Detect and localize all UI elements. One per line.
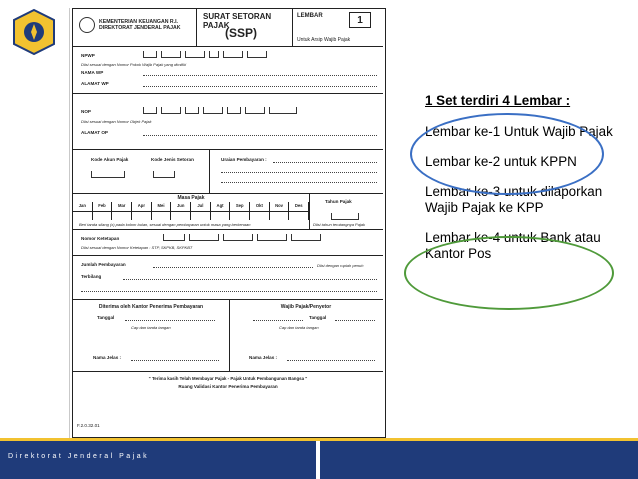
garuda-icon: [79, 17, 95, 33]
nop-label: NOP: [81, 109, 91, 114]
month-cell: Sep: [230, 202, 250, 211]
tanggal-label: Tanggal: [97, 315, 115, 320]
sheet-3-text: Lembar ke-3 untuk dilaporkan Wajib Pajak ke KPP: [425, 184, 603, 215]
ministry-name: [99, 19, 180, 31]
month-check-cell[interactable]: [211, 211, 231, 220]
nop-boxes[interactable]: [143, 107, 297, 114]
nama-wp-label: NAMA WP: [81, 70, 104, 75]
month-cell: Mei: [152, 202, 172, 211]
month-cell: Jul: [191, 202, 211, 211]
footer-bar: [0, 441, 638, 479]
month-cell: Agt: [211, 202, 231, 211]
sheet-4-text: Lembar ke-4 untuk Bank atau Kantor Pos: [425, 230, 601, 261]
rule: [73, 229, 383, 230]
npwp-hint: Diisi sesuai dengan Nomor Pokok Wajib Pajak yang dimiliki: [81, 62, 187, 67]
month-check-cell[interactable]: [112, 211, 132, 220]
nomor-ketetapan-label: Nomor Ketetapan: [81, 236, 120, 241]
jumlah-field[interactable]: [153, 267, 313, 268]
nama-jelas-label-2: Nama Jelas :: [249, 355, 278, 360]
month-cell: Jan: [73, 202, 93, 211]
month-row: [73, 202, 309, 211]
month-table: [73, 202, 309, 220]
month-check-cell[interactable]: [250, 211, 270, 220]
month-cell: Nov: [270, 202, 290, 211]
terbilang-field-2[interactable]: [81, 291, 377, 292]
month-check-cell[interactable]: [73, 211, 93, 220]
highlight-ellipse-blue: [410, 113, 604, 195]
place-field[interactable]: [253, 320, 303, 321]
footer-org: Direktorat Jenderal Pajak: [8, 453, 150, 460]
rule: [309, 193, 310, 229]
alamat-wp-label: ALAMAT WP: [81, 81, 109, 86]
sheet-number: 1: [349, 12, 371, 28]
sheet-purpose: Untuk Arsip Wajib Pajak: [297, 37, 351, 43]
kode-akun-label: Kode Akun Pajak: [91, 157, 129, 162]
month-cell: Feb: [93, 202, 113, 211]
npwp-label: NPWP: [81, 53, 95, 58]
month-cell: Mar: [112, 202, 132, 211]
uraian-field-3[interactable]: [221, 182, 377, 183]
rule: [73, 93, 383, 94]
uraian-label: Uraian Pembayaran :: [221, 157, 267, 162]
jumlah-label: Jumlah Pembayaran: [81, 262, 126, 267]
diterima-label: Diterima oleh Kantor Penerima Pembayaran: [98, 304, 204, 310]
kemenkeu-logo: [10, 8, 58, 56]
npwp-boxes[interactable]: [143, 51, 267, 58]
ministry-line-1: KEMENTERIAN KEUANGAN R.I.: [99, 19, 178, 25]
form-abbr: (SSP): [225, 26, 258, 40]
terbilang-field[interactable]: [123, 279, 377, 280]
alamat-op-field[interactable]: [143, 135, 377, 136]
tahun-pajak-label: Tahun Pajak: [325, 199, 352, 204]
footer-divider: [316, 441, 320, 479]
ministry-line-2: DIREKTORAT JENDERAL PAJAK: [99, 25, 181, 31]
nama-jelas-field[interactable]: [131, 360, 219, 361]
explanation-heading: 1 Set terdiri 4 Lembar :: [425, 93, 571, 108]
sheet-label: LEMBAR: [297, 13, 323, 19]
terbilang-label: Terbilang: [81, 274, 102, 279]
uraian-field-2[interactable]: [221, 172, 377, 173]
tahun-boxes[interactable]: [331, 213, 359, 220]
form-title: SURAT SETORAN PAJAK: [203, 12, 272, 30]
form-header: [73, 9, 383, 47]
rule: [73, 149, 383, 150]
month-cell: Apr: [132, 202, 152, 211]
month-cell: Okt: [250, 202, 270, 211]
month-cell: Jun: [171, 202, 191, 211]
month-check-row[interactable]: [73, 211, 309, 220]
tanggal-label-2: Tanggal: [309, 315, 327, 320]
rule: [73, 255, 383, 256]
masa-pajak-label: Masa Pajak: [177, 195, 205, 201]
alamat-wp-field[interactable]: [143, 86, 377, 87]
divider-line: [69, 8, 70, 438]
kode-akun-boxes[interactable]: [91, 171, 125, 178]
rule: [73, 299, 383, 300]
alamat-op-label: ALAMAT OP: [81, 130, 108, 135]
validasi-note: " Terima kasih Telah Membayar Pajak - Pajak Untuk Pembangunan Bangsa ": [148, 376, 308, 381]
month-cell: Des: [289, 202, 309, 211]
ketetapan-boxes[interactable]: [163, 234, 321, 241]
form-version: F.2.0.32.01: [77, 423, 100, 428]
month-check-cell[interactable]: [270, 211, 290, 220]
month-check-cell[interactable]: [171, 211, 191, 220]
rule: [229, 299, 230, 371]
rule: [73, 193, 383, 194]
month-check-cell[interactable]: [289, 211, 309, 220]
validasi-area: Ruang Validasi Kantor Penerima Pembayaran: [178, 384, 278, 389]
highlight-ellipse-green: [404, 236, 614, 310]
ketetapan-hint: Diisi sesuai dengan Nomor Ketetapan : STP, SKPKB, SKPKBT: [81, 245, 193, 250]
month-check-cell[interactable]: [191, 211, 211, 220]
wajib-penyetor-label: Wajib Pajak/Penyetor: [280, 304, 332, 310]
rule: [209, 149, 210, 193]
month-check-cell[interactable]: [93, 211, 113, 220]
nama-wp-field[interactable]: [143, 75, 377, 76]
month-check-cell[interactable]: [132, 211, 152, 220]
cap-ttd-hint: Cap dan tanda tangan: [131, 325, 171, 330]
tanggal-field-2[interactable]: [335, 320, 375, 321]
month-check-cell[interactable]: [230, 211, 250, 220]
sheet-1-text: Lembar ke-1 Untuk Wajib Pajak: [425, 124, 613, 139]
month-check-cell[interactable]: [152, 211, 172, 220]
tanggal-field[interactable]: [125, 320, 215, 321]
tahun-hint: Diisi tahun terutangnya Pajak: [313, 222, 366, 227]
uraian-field[interactable]: [273, 162, 377, 163]
ssp-form: [72, 8, 386, 438]
nama-jelas-label: Nama Jelas :: [93, 355, 122, 360]
kode-jenis-label: Kode Jenis Setoran: [151, 157, 194, 162]
nama-jelas-field-2[interactable]: [287, 360, 375, 361]
kode-jenis-boxes[interactable]: [153, 171, 175, 178]
rule: [73, 371, 383, 372]
ttd-hint: Cap dan tanda tangan: [279, 325, 319, 330]
masa-hint: Beri tanda silang (x) pada kolom bulan, sesuai dengan pembayaran untuk masa yang berkenaan: [79, 222, 251, 227]
jumlah-hint: Diisi dengan rupiah penuh: [317, 263, 364, 268]
sheet-2-text: Lembar ke-2 untuk KPPN: [425, 154, 577, 169]
nop-hint: Diisi sesuai dengan Nomor Objek Pajak: [81, 119, 152, 124]
